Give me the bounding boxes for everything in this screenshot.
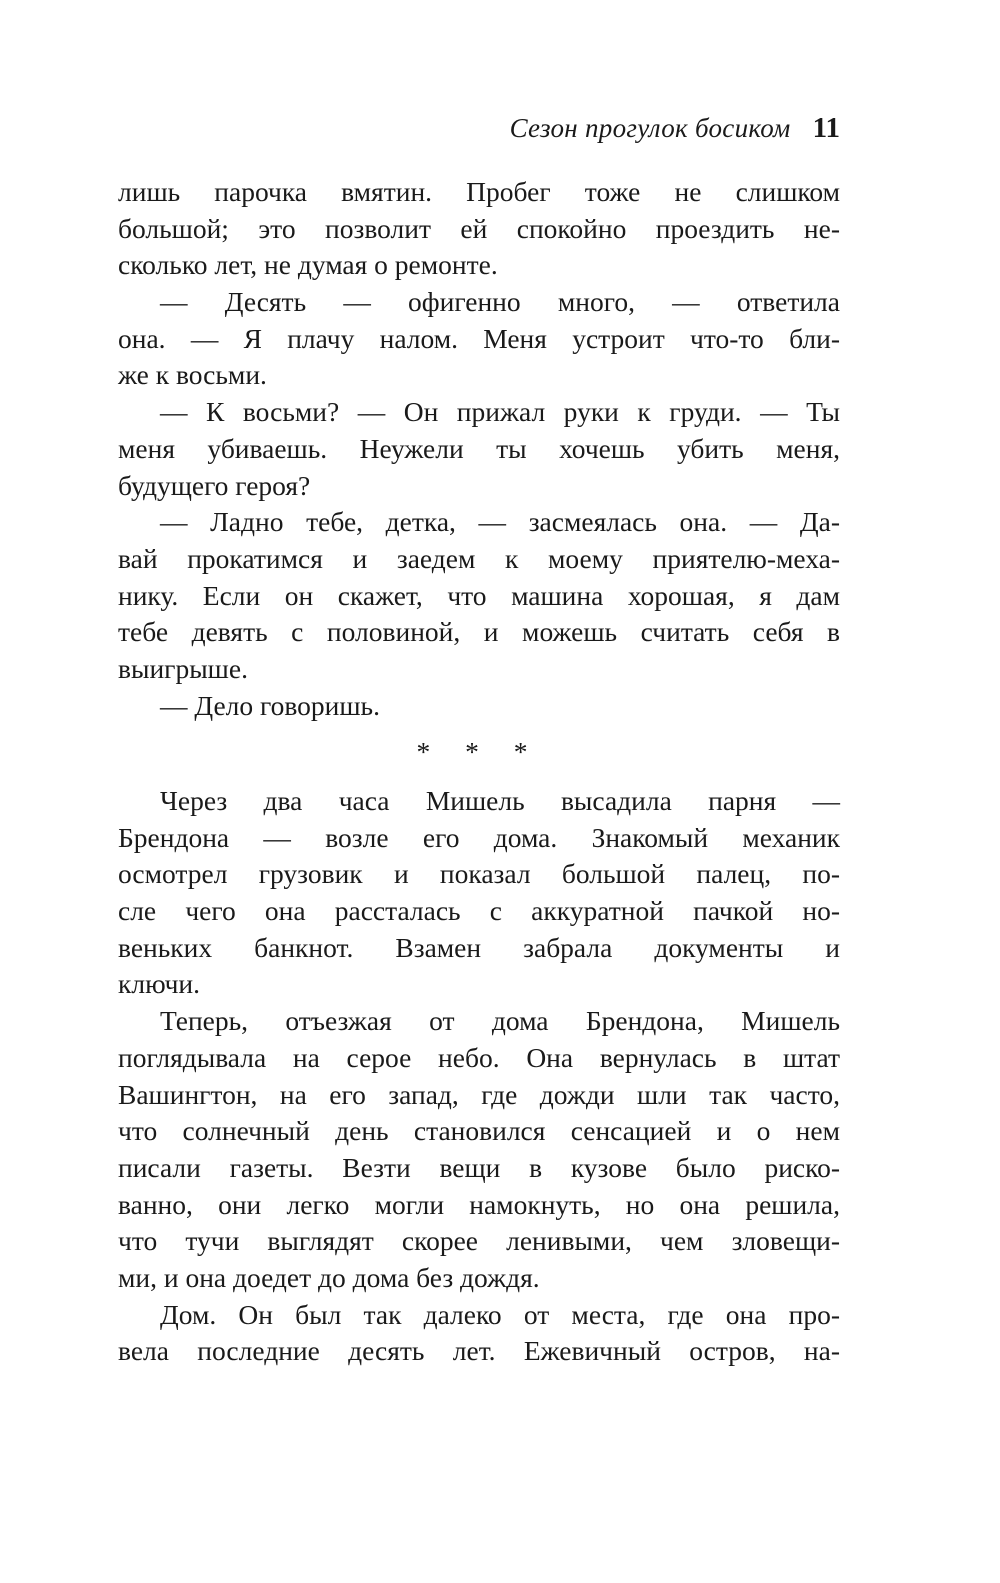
text-line: вай прокатимся и заедем к моему приятелю-меха-: [118, 542, 840, 574]
text-line: Через два часа Мишель высадила парня —: [160, 785, 840, 816]
running-title: Сезон прогулок босиком: [509, 113, 791, 143]
text-line: ключи.: [118, 968, 201, 1000]
scene-break: * * *: [416, 736, 542, 768]
text-line: — Дело говоришь.: [160, 689, 380, 721]
text-line: сле чего она рассталась с аккуратной пачкой но-: [118, 895, 840, 927]
text-line: нику. Если он скажет, что машина хорошая, я дам: [118, 579, 840, 611]
text-line: — К восьми? — Он прижал руки к груди. — Ты: [160, 396, 840, 428]
text-line: поглядывала на серое небо. Она вернулась в штат: [118, 1041, 840, 1073]
text-line: Брендона — возле его дома. Знакомый механик: [118, 821, 840, 853]
text-line: веньких банкнот. Взамен забрала документы и: [118, 931, 840, 963]
text-line: что тучи выглядят скорее ленивыми, чем зловещи-: [118, 1225, 840, 1257]
text-line: лишь парочка вмятин. Пробег тоже не слишком: [118, 176, 840, 207]
text-line: Теперь, отъезжая от дома Брендона, Мишель: [160, 1005, 840, 1037]
text-line: тебе девять с половиной, и можешь считать себя в: [118, 616, 840, 648]
text-line: писали газеты. Везти вещи в кузове было риско-: [118, 1151, 840, 1183]
text-line: ванно, они легко могли намокнуть, но она решила,: [118, 1188, 840, 1220]
text-line: сколько лет, не думая о ремонте.: [118, 249, 498, 281]
text-line: что солнечный день становился сенсацией и о нем: [118, 1115, 840, 1147]
text-line: ми, и она доедет до дома без дождя.: [118, 1261, 540, 1293]
body-text: [118, 174, 840, 1370]
running-head: [118, 112, 840, 160]
text-line: же к восьми.: [118, 359, 267, 391]
page-number: 11: [812, 112, 840, 144]
text-line: будущего героя?: [118, 469, 311, 501]
text-line: большой; это позволит ей спокойно проездить не-: [118, 212, 840, 244]
text-line: осмотрел грузовик и показал большой палец, по-: [118, 858, 840, 890]
text-line: вела последние десять лет. Ежевичный остров, на-: [118, 1335, 840, 1367]
text-line: — Десять — офигенно много, — ответила: [160, 286, 840, 318]
text-line: Вашингтон, на его запад, где дожди шли так часто,: [118, 1078, 840, 1110]
text-line: Дом. Он был так далеко от места, где она про-: [160, 1298, 840, 1330]
text-line: — Ладно тебе, детка, — засмеялась она. — Да-: [160, 506, 840, 538]
text-line: выигрыше.: [118, 652, 248, 684]
text-line: меня убиваешь. Неужели ты хочешь убить меня,: [118, 432, 840, 464]
text-line: она. — Я плачу налом. Меня устроит что-то бли-: [118, 322, 840, 354]
